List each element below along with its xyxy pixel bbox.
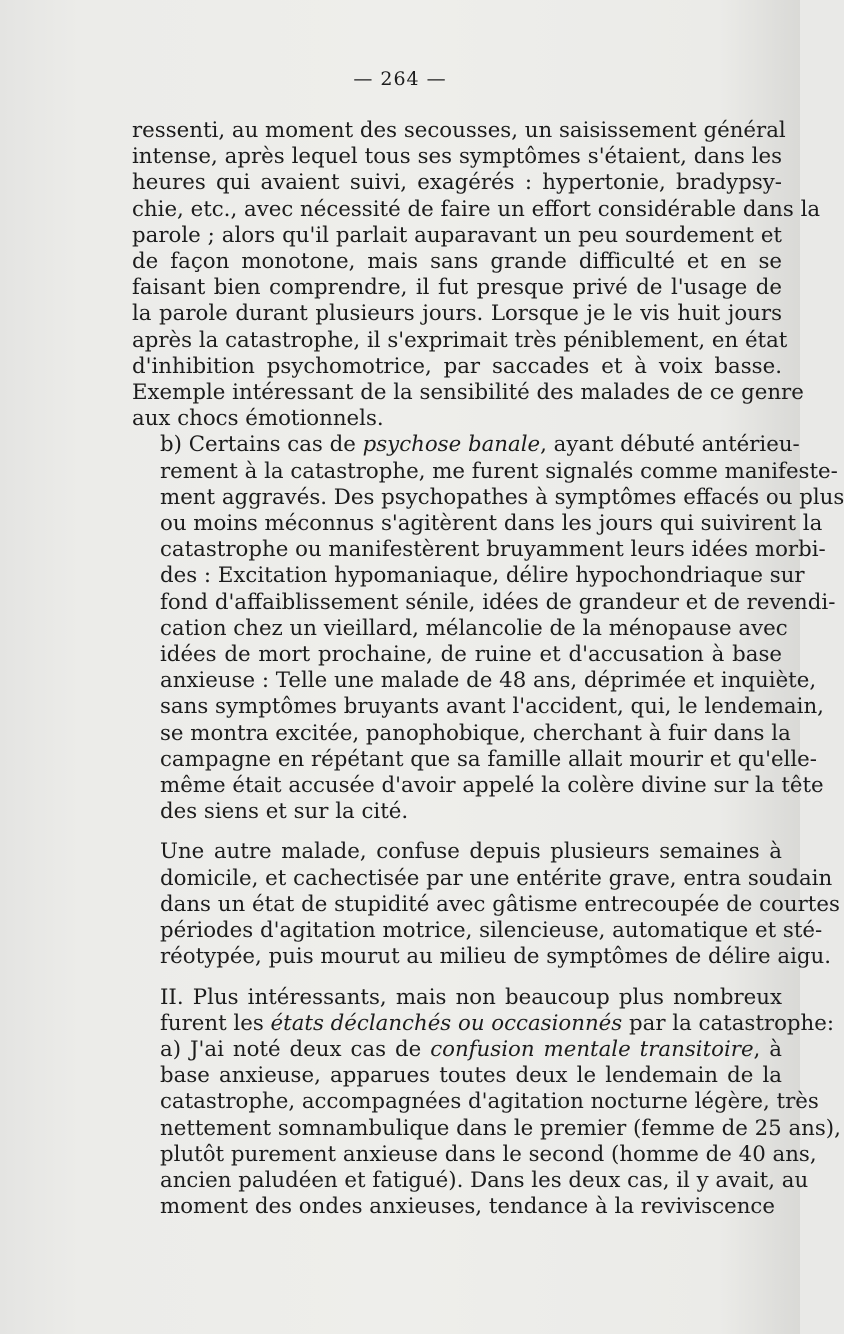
emphasis-text: états déclanchés ou occasionnés [270,1010,623,1036]
text-line: idées de mort prochaine, de ruine et d'accusation à base [160,642,782,668]
paragraph [132,839,840,970]
text-line: catastrophe ou manifestèrent bruyamment leurs idées morbi- [160,537,826,563]
text-line: intense, après lequel tous ses symptômes s'étaient, dans les [132,144,782,170]
text-line: des siens et sur la cité. [160,799,409,825]
paragraph [132,984,835,1037]
text-line: base anxieuse, apparues toutes deux le lendemain de la [160,1063,782,1089]
text-line: aux chocs émotionnels. [132,406,384,432]
text-line: catastrophe, accompagnées d'agitation nocturne légère, très [160,1089,819,1115]
text-line: rement à la catastrophe, me furent signalés comme manifeste- [160,458,838,484]
text-line: campagne en répétant que sa famille allait mourir et qu'elle- [160,746,817,772]
text-line: ancien paludéen et fatigué). Dans les deux cas, il y avait, au [160,1167,809,1193]
text-line: ou moins méconnus s'agitèrent dans les jours qui suivirent la [160,511,823,537]
text-line: moment des ondes anxieuses, tendance à la reviviscence [160,1194,775,1220]
text-line: ressenti, au moment des secousses, un saisissement général [132,118,786,143]
text-line: fond d'affaiblissement sénile, idées de grandeur et de revendi- [160,589,836,615]
text-line: chie, etc., avec nécessité de faire un effort considérable dans la [132,196,821,222]
text-line: Une autre malade, confuse depuis plusieurs semaines à [160,839,782,865]
text-line: de façon monotone, mais sans grande difficulté et en se [132,249,782,275]
paragraph [132,118,821,432]
text-line: furent les états déclanchés ou occasionnés par la catastrophe: [160,1010,835,1036]
text-line: a) J'ai noté deux cas de confusion mentale transitoire, à [160,1036,782,1062]
text-line: des : Excitation hypomaniaque, délire hypochondriaque sur [160,563,805,589]
text-line: dans un état de stupidité avec gâtisme entrecoupée de courtes [160,891,840,917]
text-line: b) Certains cas de psychose banale, ayant débuté antérieu- [160,432,800,458]
text-line: périodes d'agitation motrice, silencieuse, automatique et sté- [160,918,823,944]
page-number: — 264 — [353,68,447,90]
text-line: la parole durant plusieurs jours. Lorsque je le vis huit jours [132,301,782,327]
text-line: ment aggravés. Des psychopathes à symptômes effacés ou plus [160,484,844,510]
text-line: cation chez un vieillard, mélancolie de la ménopause avec [160,615,788,641]
text-line: nettement somnambulique dans le premier (femme de 25 ans), [160,1115,841,1141]
text-line: d'inhibition psychomotrice, par saccades et à voix basse. [132,353,782,379]
paragraph [132,432,844,825]
text-line: réotypée, puis mourut au milieu de symptômes de délire aigu. [160,944,832,970]
emphasis-text: psychose banale [362,432,541,458]
text-line: Exemple intéressant de la sensibilité des malades de ce genre [132,380,804,406]
emphasis-text: confusion mentale transitoire [430,1036,754,1062]
text-line: II. Plus intéressants, mais non beaucoup plus nombreux [160,984,782,1010]
text-line: heures qui avaient suivi, exagérés : hypertonie, bradypsy- [132,170,782,196]
body-text [132,118,844,1220]
paragraph [132,1036,841,1220]
text-line: se montra excitée, panophobique, cherchant à fuir dans la [160,720,791,746]
text-line: parole ; alors qu'il parlait auparavant un peu sourdement et [132,222,782,248]
text-line: sans symptômes bruyants avant l'accident, qui, le lendemain, [160,694,824,720]
text-line: domicile, et cachectisée par une entérite grave, entra soudain [160,865,833,891]
text-line: anxieuse : Telle une malade de 48 ans, déprimée et inquiète, [160,668,817,694]
text-line: même était accusée d'avoir appelé la colère divine sur la tête [160,773,824,799]
text-line: faisant bien comprendre, il fut presque privé de l'usage de [132,275,782,301]
text-line: après la catastrophe, il s'exprimait très péniblement, en état [132,327,788,353]
text-line: plutôt purement anxieuse dans le second (homme de 40 ans, [160,1141,817,1167]
